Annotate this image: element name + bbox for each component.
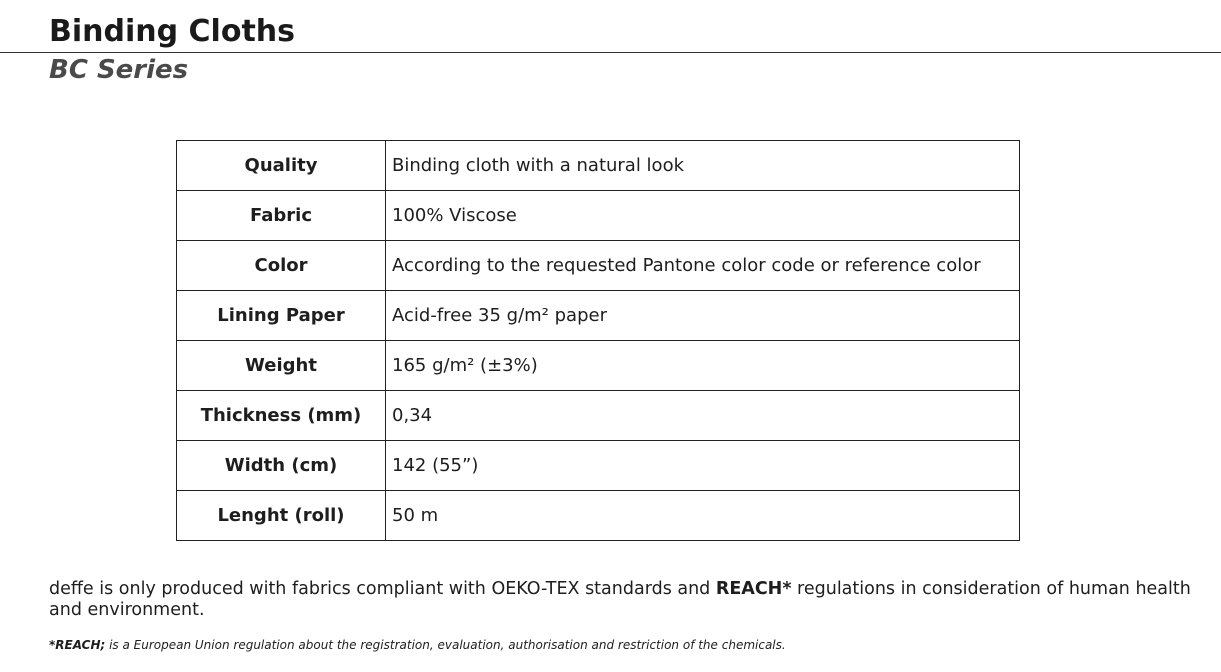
page-subtitle: BC Series xyxy=(49,55,189,85)
specifications-table xyxy=(176,140,1020,541)
table-row xyxy=(177,341,1020,391)
spec-label-lining-paper: Lining Paper xyxy=(177,291,386,341)
reach-footnote-text: is a European Union regulation about the registration, evaluation, authorisation and restriction of the chemicals. xyxy=(105,638,786,652)
compliance-note-reach: REACH* xyxy=(715,579,792,599)
spec-label-weight: Weight xyxy=(177,341,386,391)
spec-value-weight: 165 g/m² (±3%) xyxy=(386,341,1020,391)
spec-label-color: Color xyxy=(177,241,386,291)
spec-label-length: Lenght (roll) xyxy=(177,491,386,541)
spec-value-lining-paper: Acid-free 35 g/m² paper xyxy=(386,291,1020,341)
spec-label-quality: Quality xyxy=(177,141,386,191)
compliance-note-text-after: regulations in consideration of human health and environment. xyxy=(49,579,1191,620)
table-row xyxy=(177,191,1020,241)
spec-value-thickness: 0,34 xyxy=(386,391,1020,441)
reach-footnote xyxy=(49,637,786,653)
spec-label-fabric: Fabric xyxy=(177,191,386,241)
table-row xyxy=(177,141,1020,191)
table-row xyxy=(177,391,1020,441)
table-row xyxy=(177,441,1020,491)
spec-label-thickness: Thickness (mm) xyxy=(177,391,386,441)
table-row xyxy=(177,291,1020,341)
spec-label-width: Width (cm) xyxy=(177,441,386,491)
spec-value-length: 50 m xyxy=(386,491,1020,541)
compliance-note xyxy=(49,579,1199,621)
spec-value-color: According to the requested Pantone color code or reference color xyxy=(386,241,1020,291)
table-row xyxy=(177,491,1020,541)
spec-value-width: 142 (55”) xyxy=(386,441,1020,491)
page-title: Binding Cloths xyxy=(49,14,296,49)
table-row xyxy=(177,241,1020,291)
spec-value-fabric: 100% Viscose xyxy=(386,191,1020,241)
compliance-note-text-before: deffe is only produced with fabrics compliant with OEKO-TEX standards and xyxy=(49,579,716,599)
spec-value-quality: Binding cloth with a natural look xyxy=(386,141,1020,191)
reach-footnote-term: *REACH; xyxy=(49,638,106,652)
